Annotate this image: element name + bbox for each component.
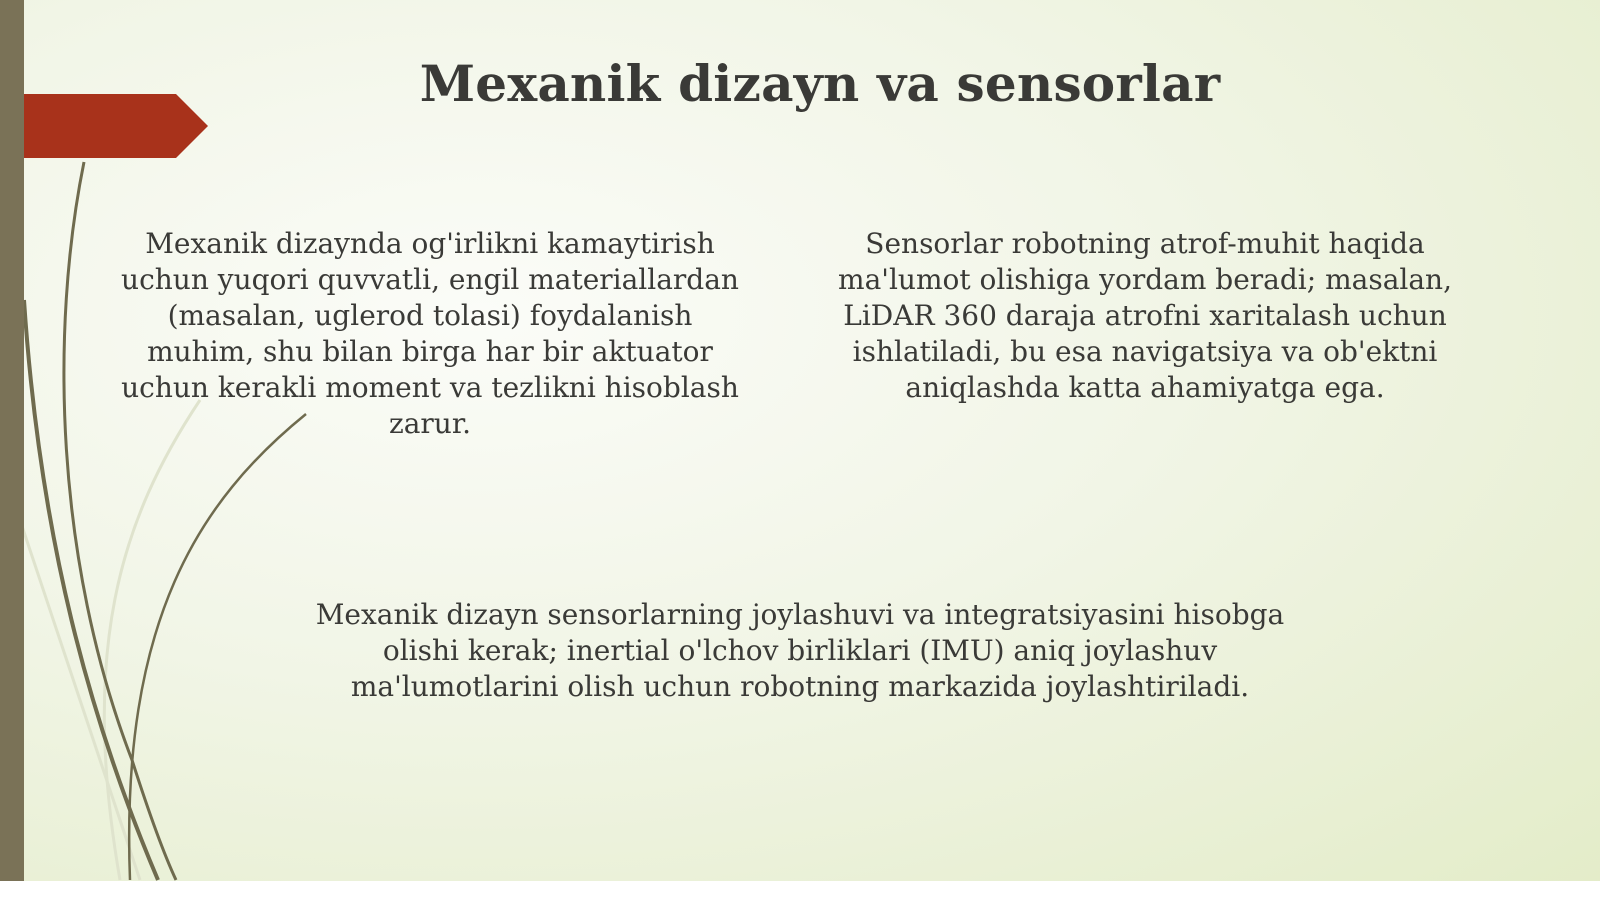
paragraph-right: Sensorlar robotning atrof-muhit haqida ma'lumot olishiga yordam beradi; masalan, LiDAR 360 daraja atrofni xaritalash uchun ishlatiladi, bu esa navigatsiya va ob'ektni aniqlashda katta ahamiyatga ega. — [838, 227, 1452, 404]
curve-light-1 — [104, 400, 200, 880]
arrow-banner — [0, 94, 208, 158]
paragraph-bottom: Mexanik dizayn sensorlarning joylashuvi va integratsiyasini hisobga olishi kerak; inertial o'lchov birliklari (IMU) aniq joylashuv ma'lumotlarini olish uchun robotning markazida joylashtiriladi. — [315, 598, 1285, 703]
left-accent-bar — [0, 0, 24, 899]
curve-dark-3 — [129, 414, 306, 880]
bottom-strip — [0, 881, 1600, 899]
paragraph-left: Mexanik dizaynda og'irlikni kamaytirish uchun yuqori quvvatli, engil materiallardan (masalan, uglerod tolasi) foydalanish muhim, shu bilan birga har bir aktuator uchun kerakli moment va tezlikni hisoblash zarur. — [121, 227, 739, 440]
slide-title: Mexanik dizayn va sensorlar — [419, 54, 1221, 113]
